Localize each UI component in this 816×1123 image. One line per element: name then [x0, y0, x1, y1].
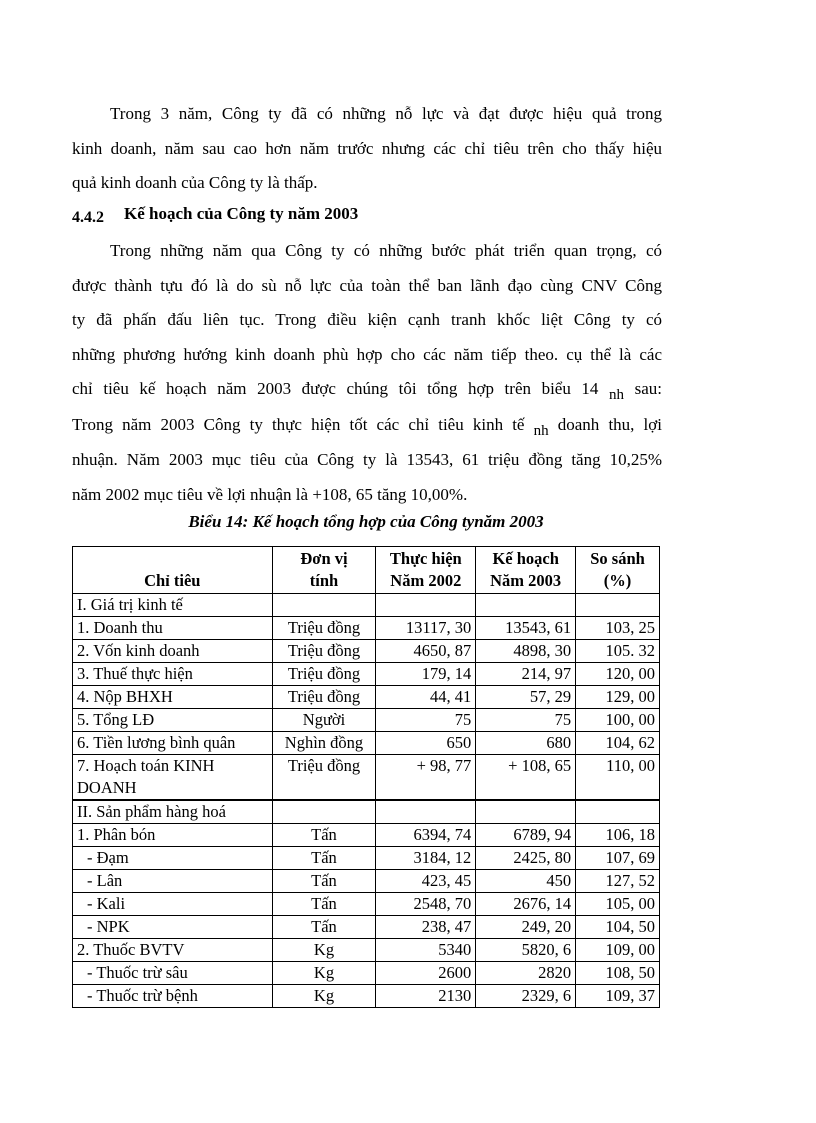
paragraph-line: nhuận. Năm 2003 mục tiêu của Công ty là 13543, 61 triệu đồng tăng 10,25%	[72, 450, 662, 469]
cell-actual: 423, 45	[376, 870, 476, 893]
cell-unit: Tấn	[272, 847, 376, 870]
cell-unit: Người	[272, 709, 376, 732]
cell-indicator: 5. Tổng LĐ	[73, 709, 273, 732]
table-row	[73, 939, 660, 962]
cell-plan: 2676, 14	[476, 893, 576, 916]
cell-unit: Nghìn đồng	[272, 732, 376, 755]
cell-compare: 120, 00	[576, 663, 660, 686]
paragraph-line: năm 2002 mục tiêu về lợi nhuận là +108, 65 tăng 10,00%.	[72, 484, 468, 504]
paragraph-line: Trong những năm qua Công ty có những bước phát triển quan trọng, có	[110, 241, 662, 260]
section-title: Kế hoạch của Công ty năm 2003	[124, 204, 359, 223]
cell-indicator	[73, 755, 273, 801]
header-text: Năm 2002	[390, 571, 462, 590]
cell-actual: + 98, 77	[376, 755, 476, 801]
table-row	[73, 916, 660, 939]
cell-plan: 57, 29	[476, 686, 576, 709]
cell-compare: 129, 00	[576, 686, 660, 709]
cell-indicator: 6. Tiền lương bình quân	[73, 732, 273, 755]
cell-compare: 103, 25	[576, 617, 660, 640]
cell-unit: Tấn	[272, 870, 376, 893]
cell-compare: 127, 52	[576, 870, 660, 893]
cell-unit: Triệu đồng	[272, 640, 376, 663]
cell-indicator: - Thuốc trừ bệnh	[73, 985, 273, 1008]
cell-plan: 75	[476, 709, 576, 732]
cell-compare: 108, 50	[576, 962, 660, 985]
cell-actual: 2548, 70	[376, 893, 476, 916]
paragraph-line	[72, 408, 662, 444]
cell-actual	[376, 800, 476, 824]
cell-compare: 110, 00	[576, 755, 660, 801]
table-row	[73, 824, 660, 847]
table-row	[73, 663, 660, 686]
cell-indicator: - Đạm	[73, 847, 273, 870]
paragraph-text: sau:	[634, 379, 663, 398]
paragraph-text: doanh thu, lợi	[557, 414, 662, 434]
cell-unit: Triệu đồng	[272, 686, 376, 709]
paragraph-line: quả kinh doanh của Công ty là thấp.	[72, 173, 318, 192]
cell-plan: 249, 20	[476, 916, 576, 939]
cell-actual: 5340	[376, 939, 476, 962]
cell-actual: 44, 41	[376, 686, 476, 709]
cell-actual: 3184, 12	[376, 847, 476, 870]
cell-actual: 75	[376, 709, 476, 732]
cell-unit: Tấn	[272, 824, 376, 847]
paragraph-text: chỉ tiêu kế hoạch năm 2003 được chúng tôi tổng hợp trên biểu 14	[72, 379, 599, 398]
section-number: 4.4.2	[72, 209, 104, 226]
header-compare	[576, 547, 660, 594]
subscript-text: nh	[609, 387, 625, 403]
cell-compare: 104, 62	[576, 732, 660, 755]
cell-plan: 214, 97	[476, 663, 576, 686]
cell-actual: 179, 14	[376, 663, 476, 686]
cell-unit: Tấn	[272, 893, 376, 916]
cell-indicator: - Lân	[73, 870, 273, 893]
paragraph-line: những phương hướng kinh doanh phù hợp cho các năm tiếp theo. cụ thể là các	[72, 344, 662, 364]
cell-plan	[476, 594, 576, 617]
cell-indicator: 3. Thuế thực hiện	[73, 663, 273, 686]
header-text: Thực hiện	[389, 549, 462, 568]
cell-compare	[576, 594, 660, 617]
cell-text: DOANH	[77, 778, 137, 797]
header-text: (%)	[603, 571, 632, 590]
cell-plan: 2329, 6	[476, 985, 576, 1008]
plan-table	[72, 546, 660, 1008]
cell-indicator: 2. Thuốc BVTV	[73, 939, 273, 962]
cell-compare: 109, 37	[576, 985, 660, 1008]
cell-indicator: 4. Nộp BHXH	[73, 686, 273, 709]
table-row	[73, 893, 660, 916]
table-caption: Biểu 14: Kế hoạch tổng hợp của Công tynăm 2003	[188, 512, 544, 531]
header-indicator: Chỉ tiêu	[73, 547, 273, 594]
cell-plan: 2820	[476, 962, 576, 985]
cell-plan: 5820, 6	[476, 939, 576, 962]
cell-compare: 109, 00	[576, 939, 660, 962]
cell-compare: 105. 32	[576, 640, 660, 663]
cell-indicator: 1. Doanh thu	[73, 617, 273, 640]
cell-indicator: I. Giá trị kinh tế	[73, 594, 273, 617]
cell-unit: Kg	[272, 939, 376, 962]
cell-indicator: - NPK	[73, 916, 273, 939]
cell-actual	[376, 594, 476, 617]
subscript-text: nh	[533, 422, 549, 439]
cell-actual: 2130	[376, 985, 476, 1008]
table-row	[73, 594, 660, 617]
cell-plan: 450	[476, 870, 576, 893]
cell-actual: 13117, 30	[376, 617, 476, 640]
table-row	[73, 962, 660, 985]
section-heading	[72, 204, 358, 224]
table-row	[73, 847, 660, 870]
cell-compare: 107, 69	[576, 847, 660, 870]
cell-compare: 104, 50	[576, 916, 660, 939]
cell-plan: 6789, 94	[476, 824, 576, 847]
cell-compare: 105, 00	[576, 893, 660, 916]
cell-plan: 2425, 80	[476, 847, 576, 870]
paragraph-line: kinh doanh, năm sau cao hơn năm trước nhưng các chỉ tiêu trên cho thấy hiệu	[72, 138, 662, 158]
header-text: Kế hoạch	[492, 549, 559, 568]
cell-unit	[272, 594, 376, 617]
header-unit	[272, 547, 376, 594]
intro-paragraph	[72, 97, 662, 201]
cell-actual: 650	[376, 732, 476, 755]
cell-plan: 4898, 30	[476, 640, 576, 663]
cell-indicator: 2. Vốn kinh doanh	[73, 640, 273, 663]
cell-indicator: - Thuốc trừ sâu	[73, 962, 273, 985]
cell-indicator: 1. Phân bón	[73, 824, 273, 847]
table-row	[73, 686, 660, 709]
header-text: So sánh	[590, 549, 645, 568]
table-row	[73, 800, 660, 824]
cell-indicator: - Kali	[73, 893, 273, 916]
cell-text: 7. Hoạch toán KINH	[77, 756, 215, 775]
cell-plan: 13543, 61	[476, 617, 576, 640]
cell-unit: Triệu đồng	[272, 617, 376, 640]
cell-compare: 106, 18	[576, 824, 660, 847]
cell-compare	[576, 800, 660, 824]
cell-unit	[272, 800, 376, 824]
table-row	[73, 732, 660, 755]
table-row	[73, 617, 660, 640]
cell-plan: + 108, 65	[476, 755, 576, 801]
cell-unit: Kg	[272, 985, 376, 1008]
header-actual-2002	[376, 547, 476, 594]
table-row	[73, 640, 660, 663]
cell-compare: 100, 00	[576, 709, 660, 732]
header-text: Đơn vị	[300, 549, 348, 568]
table-header-row	[73, 547, 660, 594]
table-row	[73, 755, 660, 801]
cell-actual: 6394, 74	[376, 824, 476, 847]
paragraph-line: ty đã phấn đấu liên tục. Trong điều kiện cạnh tranh khốc liệt Công ty có	[72, 310, 662, 329]
table-row	[73, 709, 660, 732]
paragraph-line: được thành tựu đó là do sù nỗ lực của toàn thể ban lãnh đạo cùng CNV Công	[72, 275, 662, 295]
cell-unit: Triệu đồng	[272, 755, 376, 801]
header-plan-2003	[476, 547, 576, 594]
cell-unit: Tấn	[272, 916, 376, 939]
paragraph-line	[72, 372, 662, 408]
cell-actual: 4650, 87	[376, 640, 476, 663]
cell-plan	[476, 800, 576, 824]
paragraph-text: Trong năm 2003 Công ty thực hiện tốt các chỉ tiêu kinh tế	[72, 414, 525, 434]
header-text: tính	[309, 571, 339, 590]
header-text: Năm 2003	[490, 571, 562, 590]
cell-actual: 2600	[376, 962, 476, 985]
cell-indicator: II. Sản phẩm hàng hoá	[73, 800, 273, 824]
table-row	[73, 870, 660, 893]
paragraph-line: Trong 3 năm, Công ty đã có những nỗ lực và đạt được hiệu quả trong	[110, 104, 662, 123]
cell-unit: Kg	[272, 962, 376, 985]
cell-unit: Triệu đồng	[272, 663, 376, 686]
cell-plan: 680	[476, 732, 576, 755]
cell-actual: 238, 47	[376, 916, 476, 939]
plan-paragraph	[72, 234, 662, 512]
table-row	[73, 985, 660, 1008]
